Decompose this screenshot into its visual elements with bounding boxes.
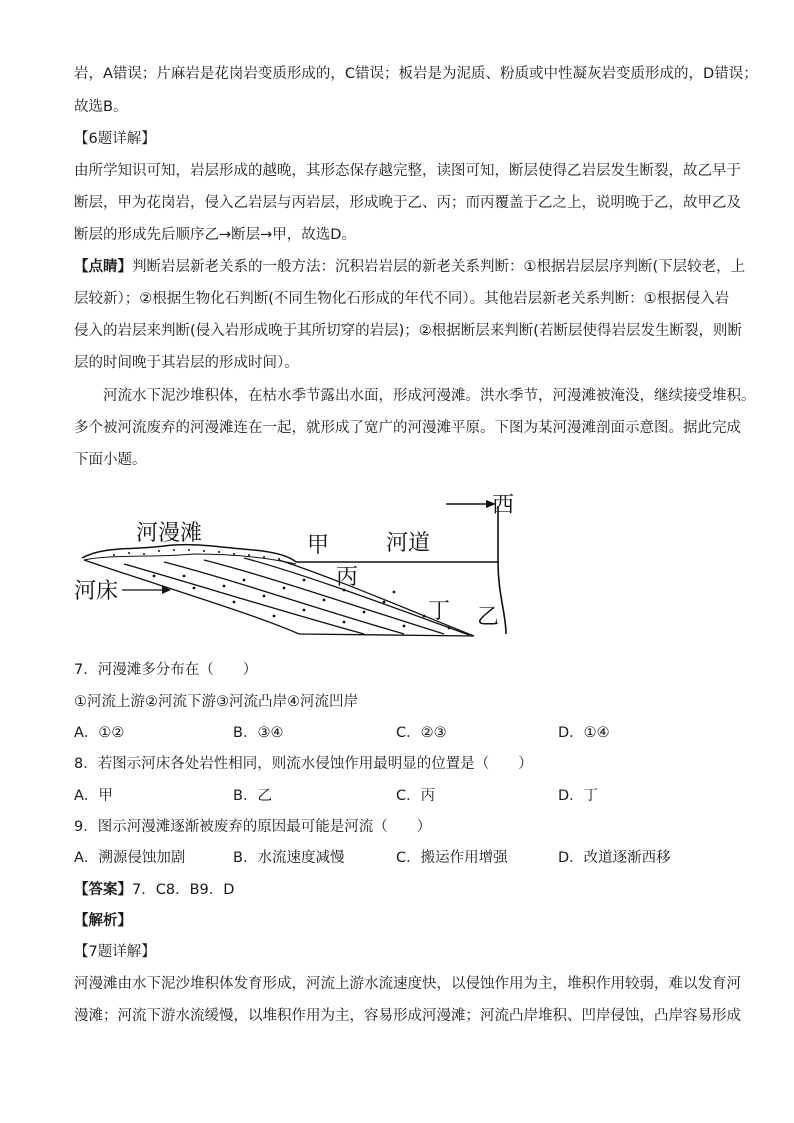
label-yi: 乙 bbox=[477, 605, 500, 630]
answer-line bbox=[74, 880, 234, 900]
tip-line-1 bbox=[74, 257, 745, 277]
deposit-layers bbox=[84, 558, 474, 636]
tip-tag: 【点睛】 bbox=[74, 259, 132, 275]
q5-explanation-line-1: 岩，A错误；片麻岩是花岗岩变质形成的，C错误；板岩是为泥质、粉质或中性凝灰岩变质形成的，D错误； bbox=[74, 66, 758, 82]
passage-line-3: 下面小题。 bbox=[74, 452, 147, 468]
tip-line-2: 层较新）；②根据生物化石判断(不同生物化石形成的年代不同）。其他岩层新老关系判断：①根据侵入岩 bbox=[74, 291, 730, 307]
tip-line-3: 侵入的岩层来判断(侵入岩形成晚于其所切穿的岩层)；②根据断层来判断(若断层使得岩层发生断裂，则断 bbox=[74, 323, 742, 339]
q6-detail-line-2: 断层，甲为花岗岩，侵入乙岩层与丙岩层，形成晚于乙、丙；而丙覆盖于乙之上，说明晚于乙，故甲乙及 bbox=[74, 195, 741, 211]
label-bing: 丙 bbox=[336, 565, 359, 590]
q9-option-c: C．搬运作用增强 bbox=[396, 850, 508, 866]
q6-detail-line-3: 断层的形成先后顺序乙→断层→甲，故选D。 bbox=[74, 227, 356, 243]
tip-line-4: 层的时间晚于其岩层的形成时间）。 bbox=[74, 355, 299, 371]
q7-detail-title: 【7题详解】 bbox=[74, 944, 156, 960]
q8-option-b: B．乙 bbox=[233, 788, 272, 804]
passage-line-2: 多个被河流废弃的河漫滩连在一起，就形成了宽广的河漫滩平原。下图为某河漫滩剖面示意图。据此完成 bbox=[74, 420, 741, 436]
q7-option-c: C．②③ bbox=[396, 725, 447, 741]
label-ding: 丁 bbox=[428, 599, 451, 624]
q9-stem: 9．图示河漫滩逐渐被废弃的原因最可能是河流（ ） bbox=[74, 819, 432, 835]
q6-detail-title: 【6题详解】 bbox=[74, 131, 156, 147]
q7-detail-line-1: 河漫滩由水下泥沙堆积体发育形成，河流上游水流速度快，以侵蚀作用为主，堆积作用较弱，难以发育河 bbox=[74, 976, 741, 992]
label-floodplain: 河漫滩 bbox=[136, 521, 203, 546]
q9-option-a: A．溯源侵蚀加剧 bbox=[74, 850, 186, 866]
tip-text-1: 判断岩层新老关系的一般方法：沉积岩岩层的新老关系判断：①根据岩层层序判断(下层较老，上 bbox=[132, 259, 746, 275]
q9-option-b: B．水流速度减慢 bbox=[233, 850, 345, 866]
label-west: 西 bbox=[492, 493, 514, 518]
q8-option-c: C．丙 bbox=[396, 788, 436, 804]
label-riverbed: 河床 bbox=[74, 579, 119, 604]
deposit-dots bbox=[153, 575, 451, 630]
answer-tag: 【答案】 bbox=[74, 882, 132, 898]
q8-option-a: A．甲 bbox=[74, 788, 113, 804]
q5-explanation-line-2: 故选B。 bbox=[74, 99, 128, 115]
q9-option-d: D．改道逐渐西移 bbox=[558, 850, 671, 866]
label-jia: 甲 bbox=[307, 533, 330, 558]
q7-option-d: D．①④ bbox=[558, 725, 610, 741]
passage-line-1: 河流水下泥沙堆积体，在枯水季节露出水面，形成河漫滩。洪水季节，河漫滩被淹没，继续接受堆积。 bbox=[103, 388, 756, 404]
floodplain-profile-diagram bbox=[74, 484, 514, 654]
floodplain-base bbox=[84, 554, 296, 564]
q7-option-b: B．③④ bbox=[233, 725, 284, 741]
answer-text: 7．C8．B9．D bbox=[132, 882, 235, 898]
q6-detail-line-1: 由所学知识可知，岩层形成的越晚，其形态保存越完整，读图可知，断层使得乙岩层发生断裂，故乙早于 bbox=[74, 163, 741, 179]
q7-option-a: A．①② bbox=[74, 725, 125, 741]
q8-option-d: D．丁 bbox=[558, 788, 599, 804]
floodplain-surface bbox=[82, 545, 296, 562]
q7-stem: 7．河漫滩多分布在（ ） bbox=[74, 662, 258, 678]
analysis-tag: 【解析】 bbox=[74, 913, 132, 929]
right-bank-line bbox=[498, 506, 506, 634]
q8-stem: 8．若图示河床各处岩性相同，则流水侵蚀作用最明显的位置是（ ） bbox=[74, 756, 533, 772]
q7-choices: ①河流上游②河流下游③河流凸岸④河流凹岸 bbox=[74, 694, 358, 710]
q7-detail-line-2: 漫滩；河流下游水流缓慢，以堆积作用为主，容易形成河漫滩；河流凸岸堆积、凹岸侵蚀，凸岸容易形成 bbox=[74, 1008, 741, 1024]
label-channel: 河道 bbox=[386, 531, 431, 556]
